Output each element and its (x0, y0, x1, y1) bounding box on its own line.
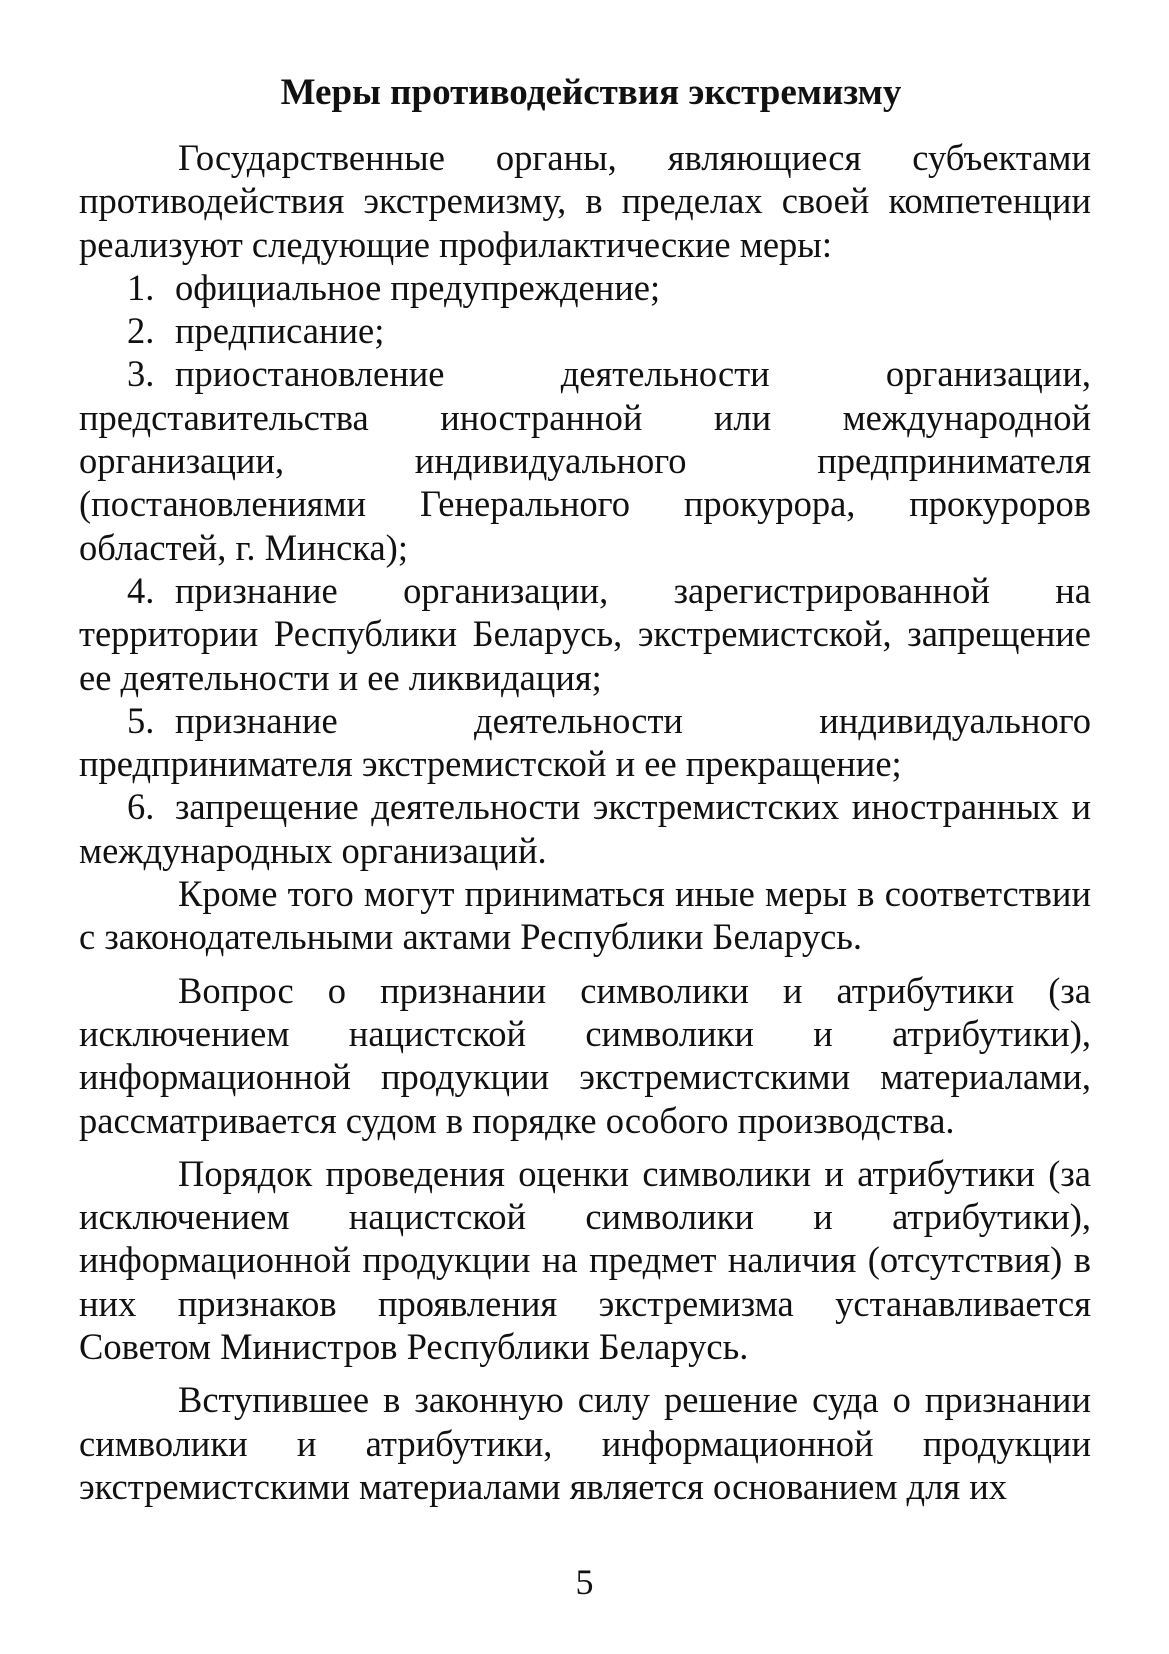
list-item-text: предписание; (175, 310, 385, 352)
list-item-number: 1. (127, 266, 155, 308)
intro-paragraph: Государственные органы, являющиеся субъектами противодействия экстремизму, в пределах своей компетенции реализуют следующие профилактические меры: (79, 137, 1091, 265)
list-item (79, 699, 1091, 786)
list-item-number: 6. (127, 786, 155, 828)
document-page (79, 68, 1091, 1508)
list-item-number: 2. (127, 310, 155, 352)
list-item (79, 785, 1091, 872)
list-item-text: признание деятельности индивидуального предпринимателя экстремистской и ее прекращение; (79, 699, 1091, 785)
list-item-number: 5. (127, 699, 155, 741)
page-number: 5 (575, 1562, 594, 1602)
body-paragraph: Вступившее в законную силу решение суда о признании символики и атрибутики, информационной продукции экстремистскими материалами является основанием для их (79, 1379, 1091, 1507)
list-item (79, 309, 1091, 352)
body-paragraph: Кроме того могут приниматься иные меры в соответствии с законодательными актами Республики Беларусь. (79, 873, 1091, 958)
body-paragraph: Вопрос о признании символики и атрибутики (за исключением нацистской символики и атрибутики), информационной продукции экстремистскими материалами, рассматривается судом в порядке особого производства. (79, 969, 1091, 1141)
list-item-text: запрещение деятельности экстремистских иностранных и международных организаций. (79, 786, 1091, 871)
list-item (79, 266, 1091, 309)
measures-list (79, 266, 1091, 872)
body-paragraph: Порядок проведения оценки символики и атрибутики (за исключением нацистской символики и атрибутики), информационной продукции на предмет наличия (отсутствия) в них признаков проявления экстремизма устанавливается Советом Министров Республики Беларусь. (79, 1152, 1091, 1368)
list-item (79, 352, 1091, 568)
list-item-number: 3. (127, 353, 155, 395)
list-item-text: официальное предупреждение; (175, 266, 661, 308)
list-item-text: признание организации, зарегистрированной на территории Республики Беларусь, экстремистской, запрещение ее деятельности и ее ликвидация; (79, 569, 1091, 698)
list-item-number: 4. (127, 569, 155, 611)
list-item-text: приостановление деятельности организации, представительства иностранной или международной организации, индивидуального предпринимателя (постановлениями Генерального прокурора, прокуроров областей, г. Минска); (79, 353, 1091, 568)
page-title: Меры противодействия экстремизму (280, 72, 902, 113)
list-item (79, 569, 1091, 699)
